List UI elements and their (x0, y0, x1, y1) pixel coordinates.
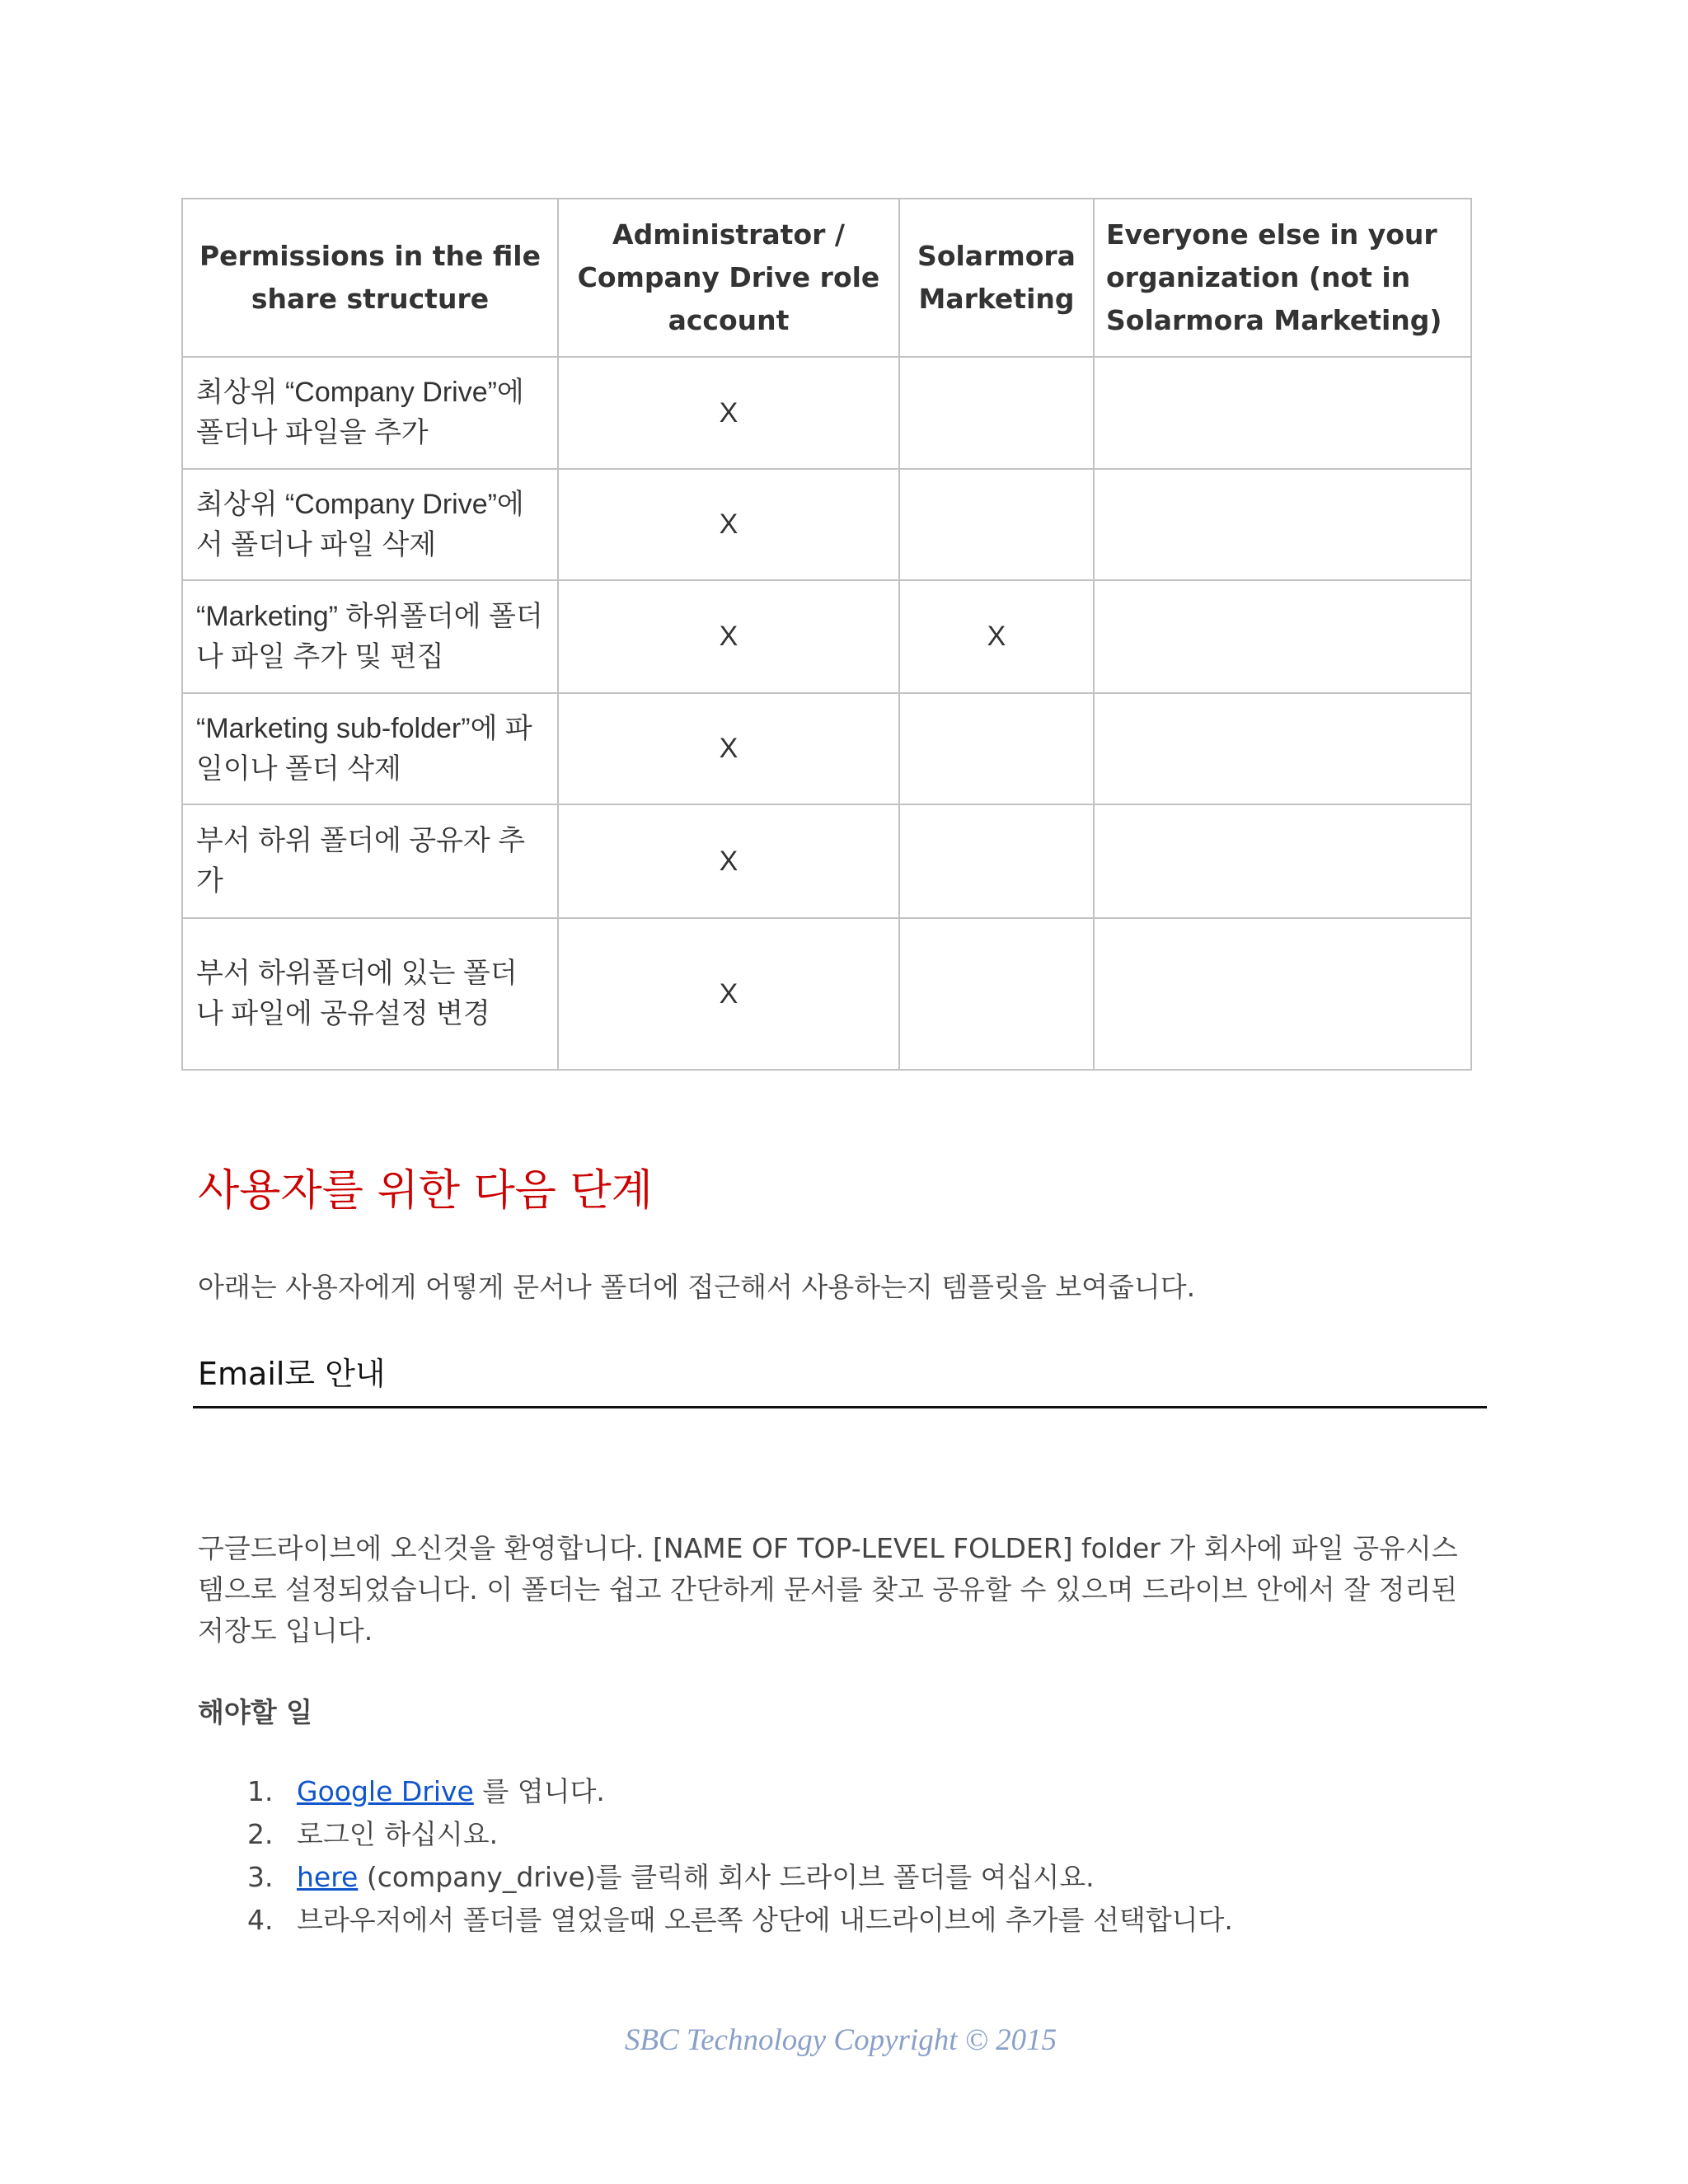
row-label: 부서 하위 폴더에 공유자 추가 (182, 804, 558, 918)
header-permissions: Permissions in the file share structure (182, 199, 558, 357)
marketing-mark (899, 804, 1094, 918)
step-number: 2. (247, 1818, 274, 1850)
marketing-mark (899, 357, 1094, 469)
admin-mark: X (558, 804, 899, 918)
list-item (247, 1899, 1233, 1942)
welcome-text: 구글드라이브에 오신것을 환영합니다. [NAME OF TOP-LEVEL FOLDER] folder 가 회사에 파일 공유시스템으로 설정되었습니다. 이 폴더는 쉽고 간단하게 문서를 찾고 공유할 수 있으며 드라이브 안에서 잘 정리된 저장도 입니다. (198, 1532, 1458, 1647)
marketing-mark (899, 469, 1094, 580)
step-number: 3. (247, 1861, 274, 1893)
everyone-mark (1094, 357, 1471, 469)
row-label: 최상위 “Company Drive”에 폴더나 파일을 추가 (182, 357, 558, 469)
marketing-mark (899, 918, 1094, 1070)
google-drive-link[interactable]: Google Drive (297, 1775, 474, 1807)
step-text: (company_drive)를 클릭해 회사 드라이브 폴더를 여십시요. (358, 1861, 1095, 1893)
step-text: 브라우저에서 폴더를 열었을때 오른쪽 상단에 내드라이브에 추가를 선택합니다. (297, 1904, 1233, 1936)
marketing-mark (899, 693, 1094, 804)
admin-mark: X (558, 357, 899, 469)
everyone-mark (1094, 804, 1471, 918)
header-everyone-else: Everyone else in your organization (not in Solarmora Marketing) (1094, 199, 1471, 357)
horizontal-rule (193, 1406, 1487, 1408)
table-row (182, 580, 1471, 693)
everyone-mark (1094, 693, 1471, 804)
table-row (182, 469, 1471, 580)
admin-mark: X (558, 580, 899, 693)
list-item (247, 1813, 1233, 1856)
table-header-row (182, 199, 1471, 357)
row-label: 부서 하위폴더에 있는 폴더나 파일에 공유설정 변경 (182, 918, 558, 1070)
permissions-table (181, 198, 1472, 1071)
section-title: 사용자를 위한 다음 단계 (198, 1166, 653, 1216)
list-item (247, 1770, 1233, 1813)
admin-mark: X (558, 918, 899, 1070)
table-row (182, 357, 1471, 469)
step-number: 1. (247, 1775, 274, 1807)
step-text: 로그인 하십시요. (297, 1818, 499, 1850)
marketing-mark: X (899, 580, 1094, 693)
step-number: 4. (247, 1904, 274, 1936)
row-label: 최상위 “Company Drive”에서 폴더나 파일 삭제 (182, 469, 558, 580)
header-solarmora-marketing: Solarmora Marketing (899, 199, 1094, 357)
table-row (182, 918, 1471, 1070)
todo-title: 해야할 일 (198, 1696, 313, 1728)
list-item (247, 1856, 1233, 1899)
admin-mark: X (558, 469, 899, 580)
copyright-footer: SBC Technology Copyright © 2015 (624, 2023, 1057, 2057)
everyone-mark (1094, 580, 1471, 693)
row-label: “Marketing sub-folder”에 파일이나 폴더 삭제 (182, 693, 558, 804)
everyone-mark (1094, 918, 1471, 1070)
here-link[interactable]: here (297, 1861, 359, 1893)
intro-text: 아래는 사용자에게 어떻게 문서나 폴더에 접근해서 사용하는지 템플릿을 보여줍니다. (198, 1271, 1196, 1303)
subsection-title: Email로 안내 (198, 1356, 386, 1392)
steps-list (247, 1770, 1233, 1942)
row-label: “Marketing” 하위폴더에 폴더나 파일 추가 및 편집 (182, 580, 558, 693)
table-row (182, 804, 1471, 918)
header-administrator: Administrator / Company Drive role account (558, 199, 899, 357)
everyone-mark (1094, 469, 1471, 580)
table-row (182, 693, 1471, 804)
admin-mark: X (558, 693, 899, 804)
step-text: 를 엽니다. (473, 1775, 605, 1807)
